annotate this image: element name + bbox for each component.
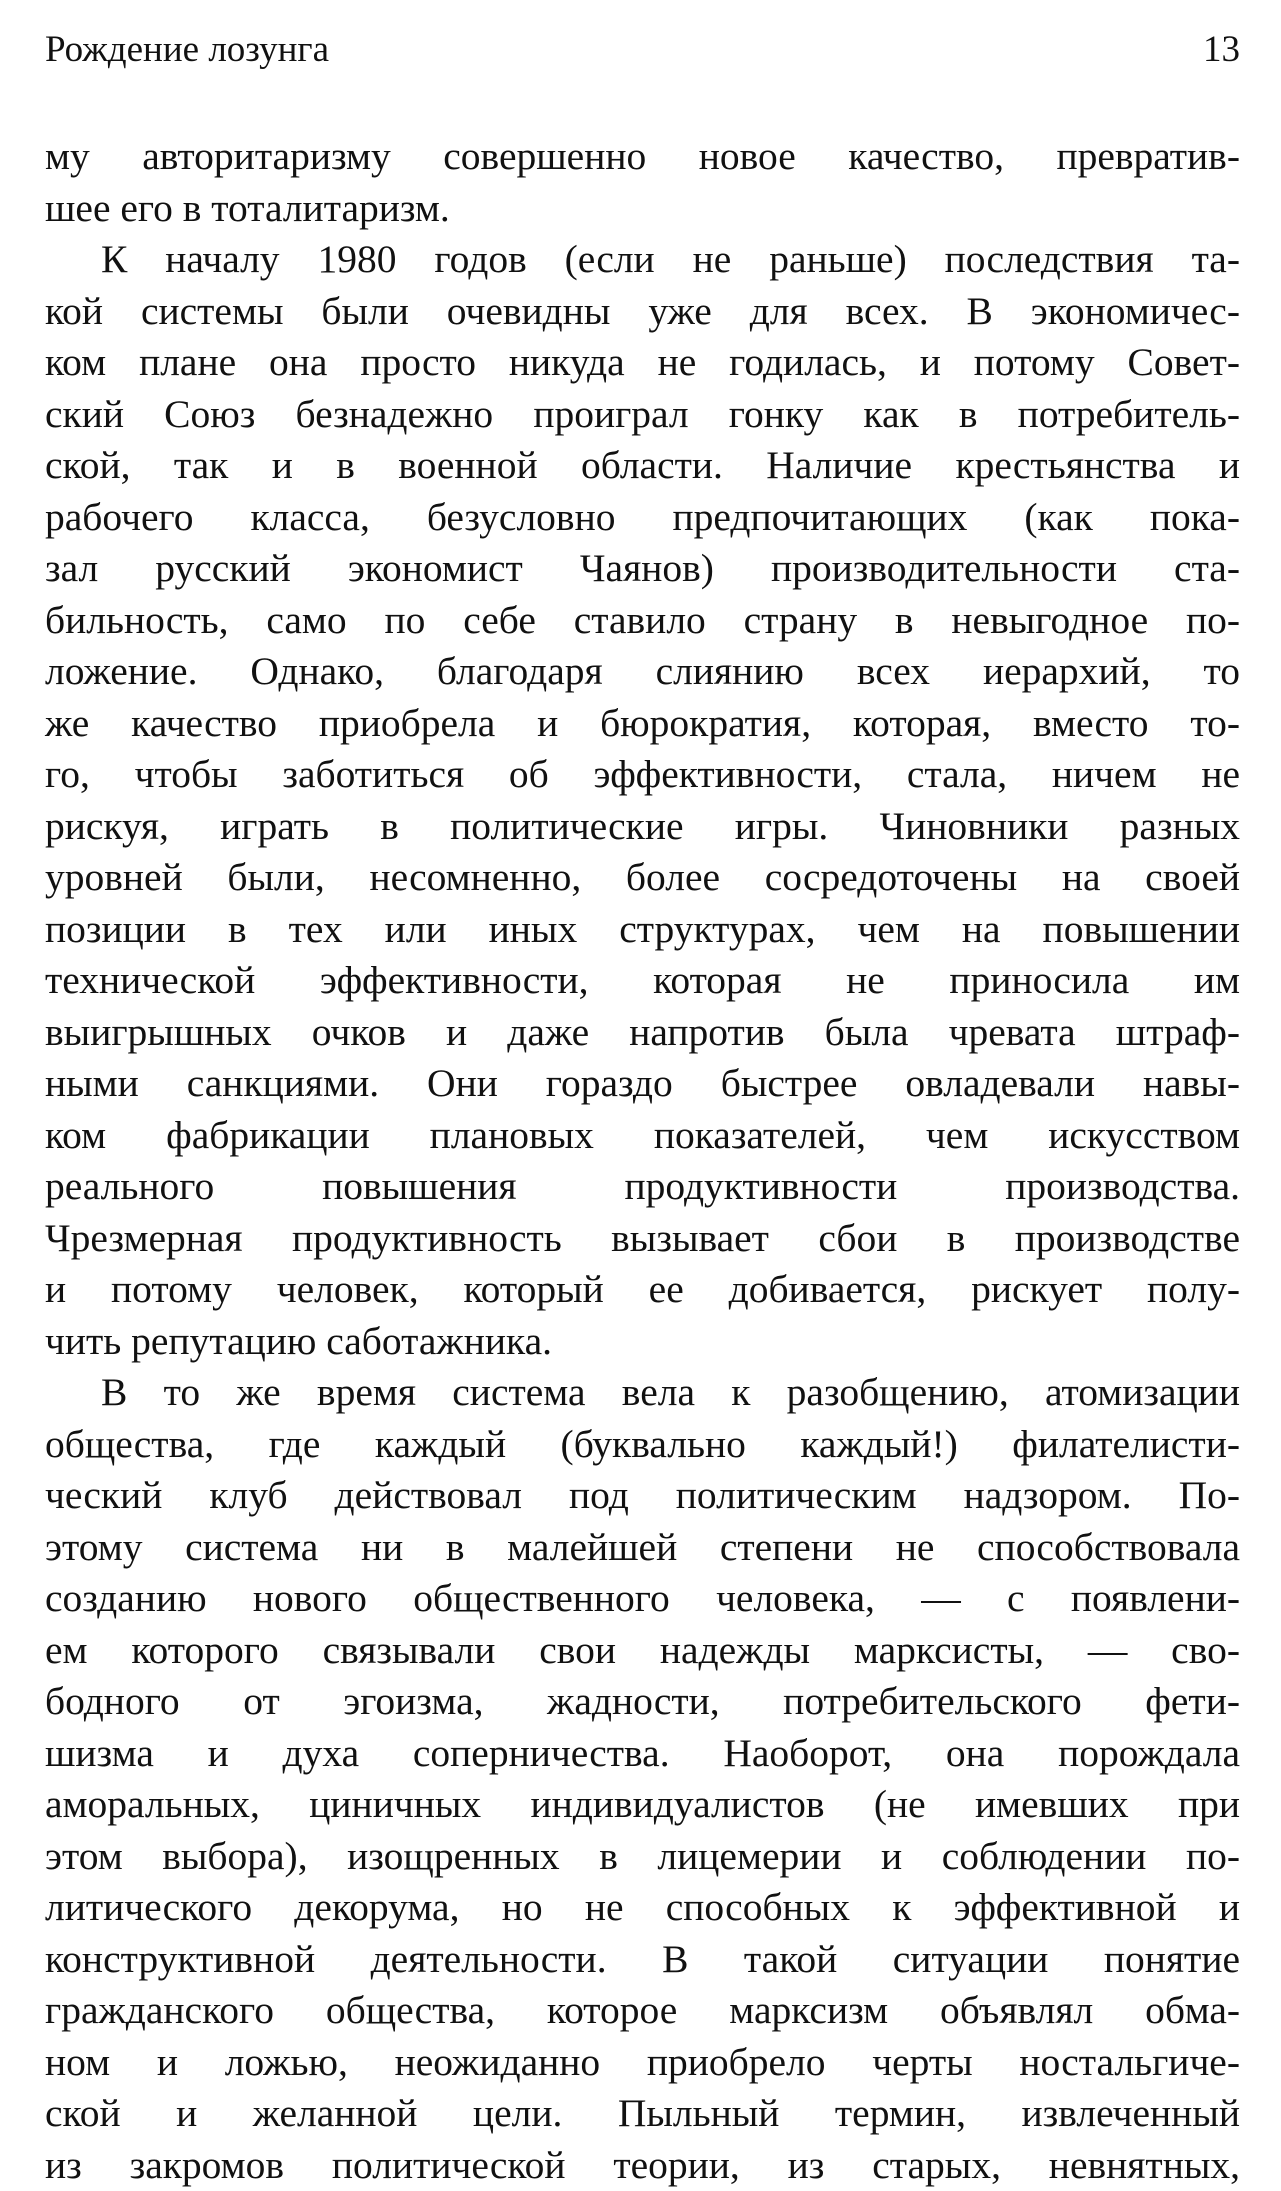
text-line: ном и ложью, неожиданно приобрело черты ностальгиче- [45, 2037, 1240, 2089]
text-line: рабочего класса, безусловно предпочитающих (как пока- [45, 492, 1240, 544]
text-line: чить репутацию саботажника. [45, 1316, 1240, 1368]
text-line: ком плане она просто никуда не годилась, и потому Совет- [45, 337, 1240, 389]
body-text [45, 131, 1240, 2191]
text-line: этом выбора), изощренных в лицемерии и соблюдении по- [45, 1831, 1240, 1883]
paragraph-first-line: К началу 1980 годов (если не раньше) последствия та- [45, 234, 1240, 286]
text-line: общества, где каждый (буквально каждый!) филателисти- [45, 1419, 1240, 1471]
text-line: позиции в тех или иных структурах, чем на повышении [45, 904, 1240, 956]
text-line: Чрезмерная продуктивность вызывает сбои в производстве [45, 1213, 1240, 1265]
running-head [45, 28, 1240, 72]
text-line: ческий клуб действовал под политическим надзором. По- [45, 1470, 1240, 1522]
text-line: ком фабрикации плановых показателей, чем искусством [45, 1110, 1240, 1162]
text-line: ными санкциями. Они гораздо быстрее овладевали навы- [45, 1058, 1240, 1110]
text-line: му авторитаризму совершенно новое качество, превратив- [45, 131, 1240, 183]
text-line: технической эффективности, которая не приносила им [45, 955, 1240, 1007]
text-line: ской и желанной цели. Пыльный термин, извлеченный [45, 2088, 1240, 2140]
text-line: выигрышных очков и даже напротив была чревата штраф- [45, 1007, 1240, 1059]
text-line: реального повышения продуктивности производства. [45, 1161, 1240, 1213]
text-line: этому система ни в малейшей степени не способствовала [45, 1522, 1240, 1574]
text-line: ем которого связывали свои надежды марксисты, — сво- [45, 1625, 1240, 1677]
text-line: ложение. Однако, благодаря слиянию всех иерархий, то [45, 646, 1240, 698]
text-line: из закромов политической теории, из старых, невнятных, [45, 2140, 1240, 2191]
text-line: же качество приобрела и бюрократия, которая, вместо то- [45, 698, 1240, 750]
running-title: Рождение лозунга [45, 28, 329, 72]
text-line: го, чтобы заботиться об эффективности, стала, ничем не [45, 749, 1240, 801]
text-line: ский Союз безнадежно проиграл гонку как в потребитель- [45, 389, 1240, 441]
text-line: литического декорума, но не способных к эффективной и [45, 1882, 1240, 1934]
text-line: уровней были, несомненно, более сосредоточены на своей [45, 852, 1240, 904]
text-line: гражданского общества, которое марксизм объявлял обма- [45, 1985, 1240, 2037]
text-line: аморальных, циничных индивидуалистов (не имевших при [45, 1779, 1240, 1831]
text-line: созданию нового общественного человека, — с появлени- [45, 1573, 1240, 1625]
text-line: бильность, само по себе ставило страну в невыгодное по- [45, 595, 1240, 647]
text-line: кой системы были очевидны уже для всех. В экономичес- [45, 286, 1240, 338]
text-line: шее его в тоталитаризм. [45, 183, 1240, 235]
paragraph-first-line: В то же время система вела к разобщению, атомизации [45, 1367, 1240, 1419]
text-line: зал русский экономист Чаянов) производительности ста- [45, 543, 1240, 595]
text-line: рискуя, играть в политические игры. Чиновники разных [45, 801, 1240, 853]
text-line: шизма и духа соперничества. Наоборот, она порождала [45, 1728, 1240, 1780]
text-line: и потому человек, который ее добивается, рискует полу- [45, 1264, 1240, 1316]
text-line: ской, так и в военной области. Наличие крестьянства и [45, 440, 1240, 492]
text-line: конструктивной деятельности. В такой ситуации понятие [45, 1934, 1240, 1986]
page-number: 13 [1203, 28, 1240, 72]
text-line: бодного от эгоизма, жадности, потребительского фети- [45, 1676, 1240, 1728]
